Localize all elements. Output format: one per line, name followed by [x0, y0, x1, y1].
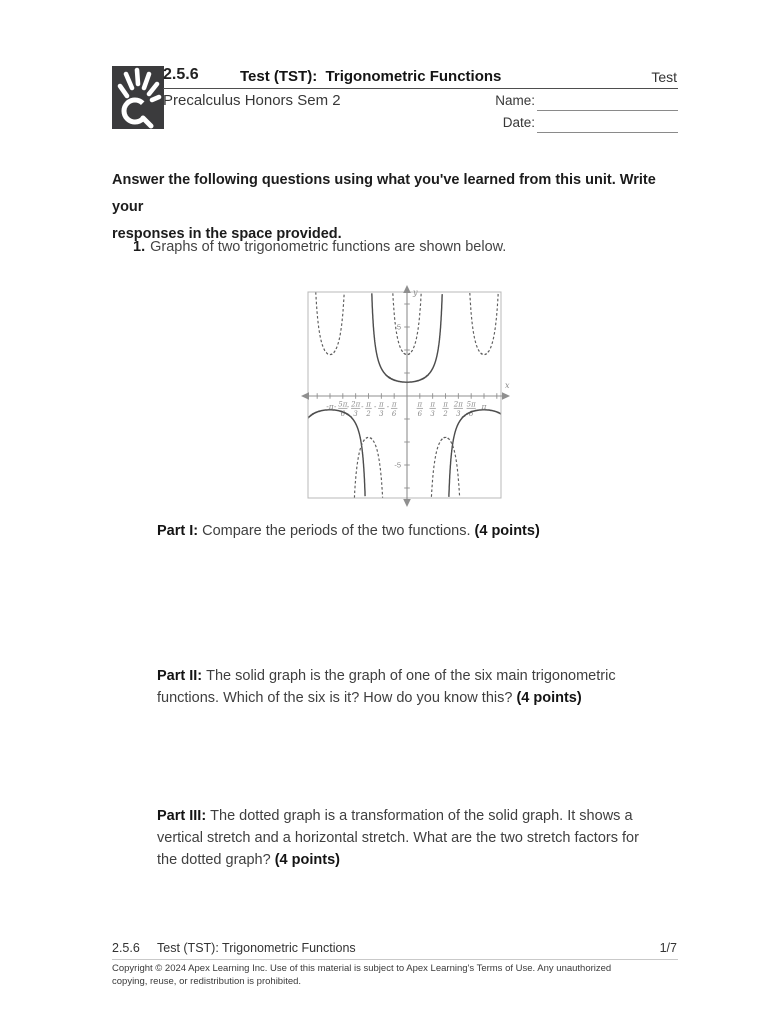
svg-text:π: π — [481, 402, 487, 411]
part-i — [157, 520, 677, 542]
trig-graph-svg — [300, 285, 512, 507]
svg-text:3: 3 — [430, 410, 435, 418]
part-ii-text: The solid graph is the graph of one of the six main trigonometric — [206, 668, 616, 684]
svg-text:2π: 2π — [453, 400, 463, 409]
svg-text:2: 2 — [366, 410, 371, 418]
svg-text:5π: 5π — [466, 400, 476, 409]
svg-text:5π: 5π — [338, 400, 348, 409]
svg-text:6: 6 — [417, 410, 423, 418]
svg-text:3: 3 — [456, 410, 461, 418]
svg-text:-: - — [346, 403, 350, 412]
question-number: 1. — [133, 239, 146, 255]
instructions-text: Answer the following questions using what you've learned from this unit. Write your responses in the space provided. — [112, 172, 656, 242]
header-course-number: 2.5.6 — [163, 66, 199, 83]
svg-text:y: y — [413, 288, 418, 297]
question-1 — [133, 239, 506, 255]
name-label: Name: — [495, 93, 535, 108]
header-course-name: Precalculus Honors Sem 2 — [163, 92, 341, 109]
name-input-line[interactable] — [537, 110, 678, 111]
svg-text:π: π — [366, 400, 371, 409]
part-ii-points: (4 points) — [516, 690, 582, 706]
question-text: Graphs of two trigonometric functions are shown below. — [150, 239, 507, 255]
svg-text:6: 6 — [468, 410, 474, 418]
header-title: Test (TST): Trigonometric Functions — [240, 68, 502, 85]
svg-text:π: π — [443, 400, 448, 409]
svg-text:π: π — [379, 400, 384, 409]
footer-rule — [112, 959, 678, 960]
svg-text:π: π — [391, 400, 397, 409]
svg-text:3: 3 — [353, 410, 358, 418]
svg-text:6: 6 — [391, 410, 397, 418]
svg-text:-: - — [361, 403, 364, 412]
part-ii-label: Part II: — [157, 668, 203, 684]
svg-text:-5: -5 — [394, 460, 401, 470]
footer-title: Test (TST): Trigonometric Functions — [157, 941, 356, 955]
svg-text:3: 3 — [379, 410, 384, 418]
part-i-text: Compare the periods of the two functions. — [202, 523, 471, 539]
header-doc-type: Test — [651, 69, 677, 85]
svg-text:-: - — [386, 403, 390, 412]
header-rule — [163, 88, 678, 89]
part-iii-text: The dotted graph is a transformation of the solid graph. It shows a — [210, 808, 633, 824]
footer-page-indicator: 1/7 — [659, 941, 677, 955]
footer-course-number: 2.5.6 — [112, 941, 140, 955]
footer-copyright: Copyright © 2024 Apex Learning Inc. Use of this material is subject to Apex Learning's Terms of Use. Any unauthorized copying, reuse, or redistribution is prohibited. — [112, 963, 612, 987]
svg-text:6: 6 — [340, 410, 346, 418]
svg-text:-: - — [334, 403, 337, 412]
svg-text:2π: 2π — [351, 400, 361, 409]
svg-text:2: 2 — [443, 410, 448, 418]
part-i-points: (4 points) — [474, 523, 540, 539]
date-input-line[interactable] — [537, 132, 678, 133]
svg-text:-π: -π — [326, 402, 334, 411]
date-label: Date: — [502, 115, 535, 130]
part-ii: Part II: The solid graph is the graph of one of the six main trigonometric functions. Which of the six is it? How do you know this? (4 points) — [157, 668, 616, 706]
part-iii-points: (4 points) — [274, 852, 340, 868]
trig-graph-figure — [300, 285, 512, 507]
part-iii: Part III: The dotted graph is a transformation of the solid graph. It shows a vertical stretch and a horizontal stretch. What are the two stretch factors for the dotted graph? (4 points) — [157, 808, 639, 868]
part-iii-label: Part III: — [157, 808, 207, 824]
svg-text:π: π — [430, 400, 435, 409]
part-i-label: Part I: — [157, 523, 199, 539]
svg-text:x: x — [505, 381, 510, 390]
svg-text:-: - — [373, 403, 377, 412]
svg-text:π: π — [417, 400, 423, 409]
apex-learning-logo — [112, 66, 164, 129]
svg-text:5: 5 — [396, 322, 401, 332]
